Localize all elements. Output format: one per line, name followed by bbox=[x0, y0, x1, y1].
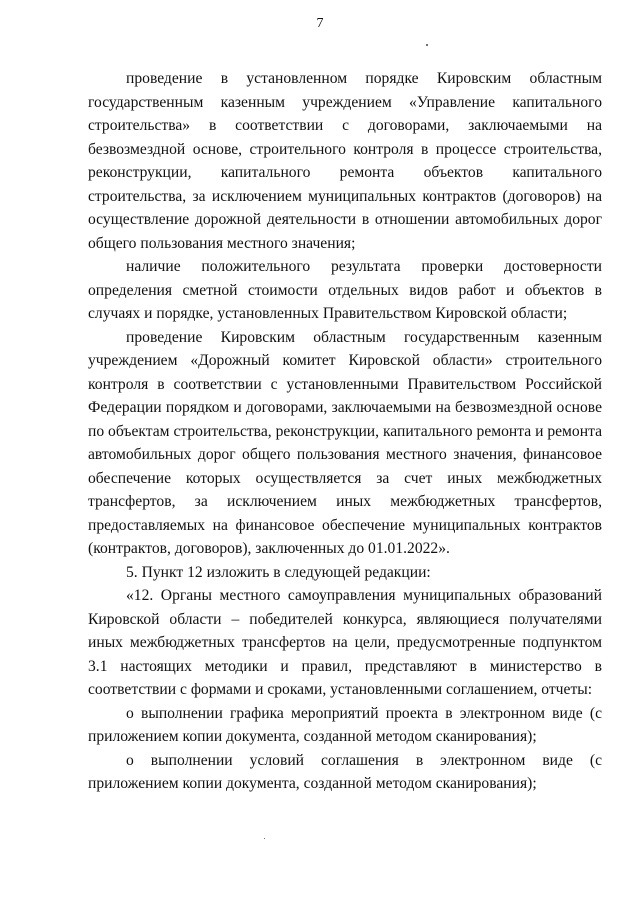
document-body bbox=[88, 67, 602, 796]
page-number: 7 bbox=[316, 16, 324, 31]
paragraph-construction-control-ucs: проведение в установленном порядке Кировским областным государственным казенным учреждением «Управление капитального строительства» в соответствии с договорами, заключаемыми на безвозмездной основе, строительного контроля в процессе строительства, реконструкции, капитального ремонта объектов капитального строительства, за исключением муниципальных контрактов (договоров) на осуществление дорожной деятельности в отношении автомобильных дорог общего пользования местного значения; bbox=[88, 70, 602, 252]
paragraph-estimate-verification: наличие положительного результата проверки достоверности определения сметной стоимости отдельных видов работ и объектов в случаях и порядке, установленных Правительством Кировской области; bbox=[88, 258, 602, 322]
paragraph-report-schedule: о выполнении графика мероприятий проекта в электронном виде (с приложением копии документа, созданной методом сканирования); bbox=[88, 704, 602, 745]
paragraph-item-12: «12. Органы местного самоуправления муниципальных образований Кировской области – победителей конкурса, являющиеся получателями иных межбюджетных трансфертов на цели, предусмотренные подпунктом 3.1 настоящих методики и правил, представляют в министерство в соответствии с формами и сроками, установленными соглашением, отчеты: bbox=[88, 587, 602, 698]
paragraph-road-committee-control: проведение Кировским областным государственным казенным учреждением «Дорожный комитет Кировской области» строительного контроля в соответствии с установленными Правительством Российской Федерации порядком и договорами, заключаемыми на безвозмездной основе по объектам строительства, реконструкции, капитального ремонта и ремонта автомобильных дорог общего пользования местного значения, финансовое обеспечение которых осуществляется за счет иных межбюджетных трансфертов, за исключением иных межбюджетных трансфертов, предоставляемых на финансовое обеспечение муниципальных контрактов (контрактов, договоров), заключенных до 01.01.2022». bbox=[88, 328, 602, 557]
paragraph-report-agreement: о выполнении условий соглашения в электронном виде (с приложением копии документа, созданной методом сканирования); bbox=[88, 751, 602, 792]
scan-speck bbox=[264, 838, 265, 839]
scan-speck bbox=[426, 44, 428, 46]
paragraph-item-5: 5. Пункт 12 изложить в следующей редакции: bbox=[126, 563, 431, 581]
